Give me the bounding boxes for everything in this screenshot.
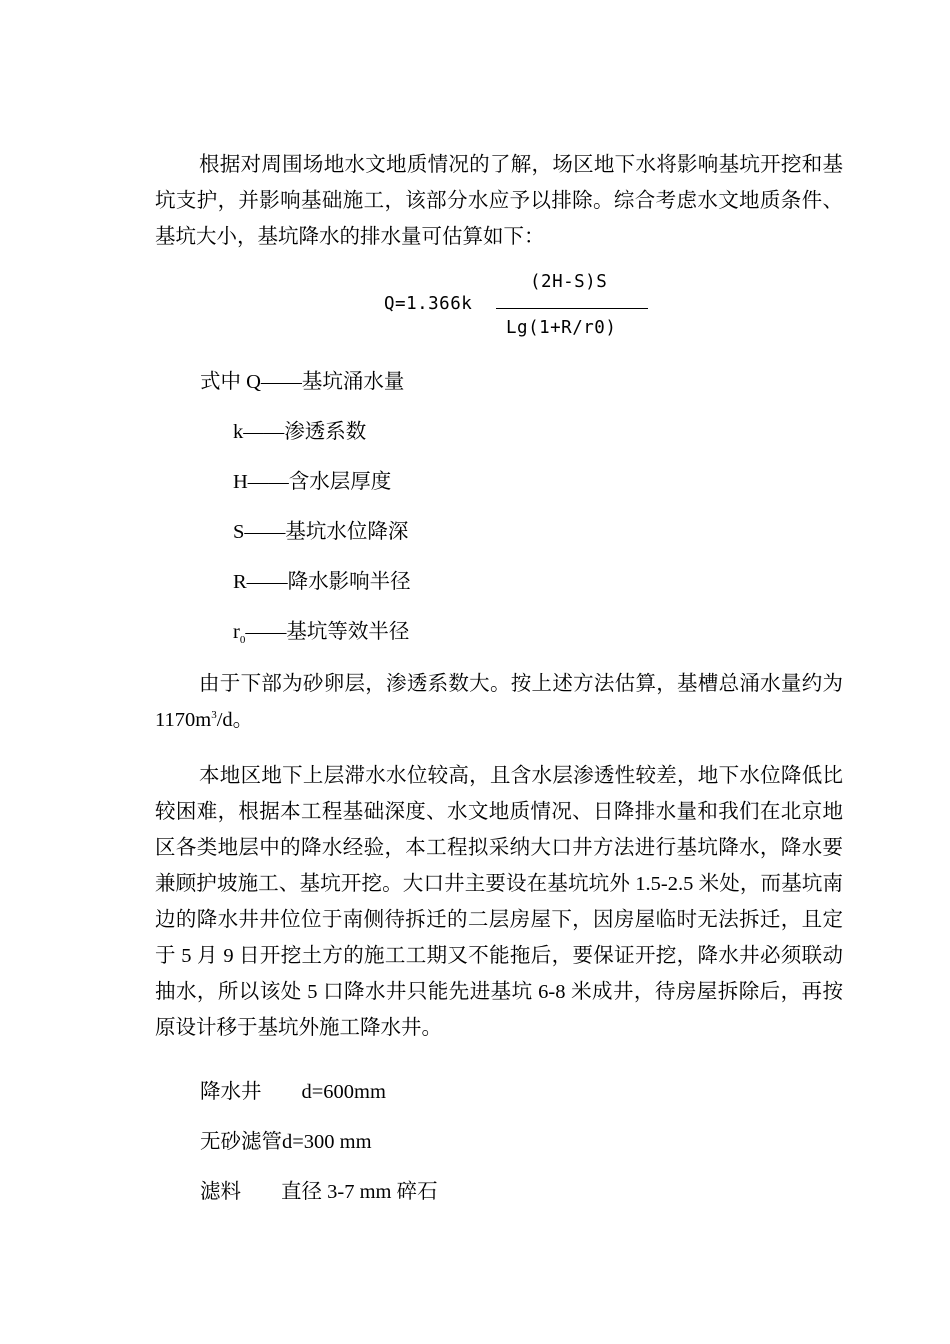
formula-lhs: Q=1.366k [384,294,473,314]
r0-symbol: r [233,621,240,643]
definition-r: R——降水影响半径 [233,571,411,593]
spec-filter-label: 滤料 [200,1181,241,1203]
spec-pipe-label: 无砂滤管 [200,1131,282,1153]
definition-k: k——渗透系数 [233,421,367,443]
r0-subscript: 0 [239,634,246,647]
fraction-bar [496,308,648,309]
method-paragraph: 本地区地下上层滞水水位较高，且含水层渗透性较差，地下水位降低比较困难，根据本工程基础深度、水文地质情况、日降排水量和我们在北京地区各类地层中的降水经验，本工程拟采纳大口井方法进行基坑降水，降水要兼顾护坡施工、基坑开挖。大口井主要设在基坑坑外 1.5-2.5 米处，而基坑南边的降水井井位位于南侧待拆迁的二层房屋下，因房屋临时无法拆迁，且定于 5 月 9 日开挖土方的施工工期又不能拖后，要保证开挖，降水井必须联动抽水，所以该处 5 口降水井只能先进基坑 6-8 米成井，待房屋拆除后，再按原设计移于基坑外施工降水井。 [155,765,843,1039]
formula-numerator: (2H-S)S [530,272,608,292]
spec-filter-value: 直径 3-7 mm 碎石 [281,1181,438,1203]
spec-pipe-value: d=300 mm [282,1131,372,1153]
estimate-paragraph [155,666,843,738]
spec-well-value: d=600mm [301,1081,386,1103]
definition-s: S——基坑水位降深 [233,521,409,543]
estimate-prefix: 由于下部为砂卵层，渗透系数大。按上述方法估算，基槽总涌水量约为 1170m [155,673,843,731]
formula-denominator: Lg(1+R/r0) [506,318,617,338]
r0-text: ——基坑等效半径 [245,621,410,643]
spec-well [200,1077,386,1107]
definition-q: 式中 Q——基坑涌水量 [200,371,405,393]
spec-pipe [200,1127,372,1157]
spec-filter [200,1177,438,1207]
definition-r0 [233,617,409,647]
spec-well-label: 降水井 [200,1081,262,1103]
estimate-suffix: /d。 [216,709,254,731]
cubic-superscript: 3 [211,709,217,722]
intro-paragraph: 根据对周围场地水文地质情况的了解，场区地下水将影响基坑开挖和基坑支护，并影响基础施工，该部分水应予以排除。综合考虑水文地质条件、基坑大小，基坑降水的排水量可估算如下： [155,154,843,248]
definition-h: H——含水层厚度 [233,471,392,493]
